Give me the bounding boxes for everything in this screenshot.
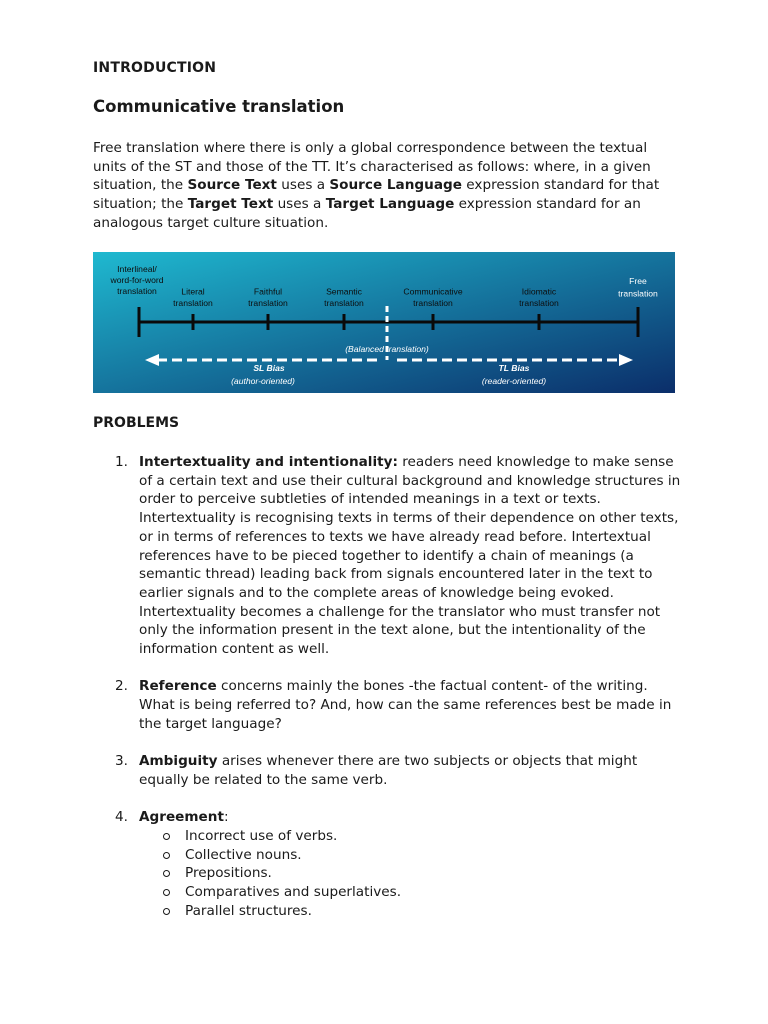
sublist-item-text: Collective nouns.: [185, 846, 302, 863]
hollow-bullet-icon: [163, 870, 170, 877]
label-interlineal-line3: translation: [117, 286, 157, 296]
label-semantic-line2: translation: [324, 298, 364, 308]
problem-text: concerns mainly the bones -the factual content- of the writing. What is being referred to? And, how can the same references best be made in the target language?: [139, 678, 672, 732]
problem-term: Ambiguity: [139, 753, 218, 770]
label-idiomatic-line1: Idiomatic: [521, 286, 557, 297]
problem-term: Agreement: [139, 809, 224, 826]
problems-list: [93, 453, 683, 939]
introduction-heading: INTRODUCTION: [93, 60, 217, 76]
label-communicative-line1: Communicative: [403, 286, 463, 297]
hollow-bullet-icon: [163, 833, 170, 840]
tl-bias-label: TL Bias: [498, 363, 530, 373]
sublist-item-text: Prepositions.: [185, 865, 272, 882]
intro-text-4: uses a: [273, 196, 326, 213]
sublist-item: [139, 864, 683, 883]
problem-term: Reference: [139, 678, 217, 695]
hollow-bullet-icon: [163, 889, 170, 896]
sublist-item-text: Parallel structures.: [185, 902, 312, 919]
sublist-item-text: Incorrect use of verbs.: [185, 828, 338, 845]
label-interlineal-line1: Interlineal/: [117, 264, 157, 274]
problem-number: 2.: [115, 678, 128, 695]
label-literal-line2: translation: [173, 298, 213, 308]
communicative-translation-heading: Communicative translation: [93, 97, 345, 116]
sl-bias-label: SL Bias: [253, 363, 285, 373]
intro-text-3: expression standard for that situation; the: [93, 177, 660, 213]
problem-number: 1.: [115, 454, 128, 470]
hollow-bullet-icon: [163, 908, 170, 915]
label-free-line2: translation: [618, 288, 658, 299]
hollow-bullet-icon: [163, 852, 170, 859]
problem-text: :: [223, 809, 229, 826]
problem-text: arises whenever there are two subjects or objects that might equally be related to the same verb.: [139, 753, 638, 788]
label-semantic-line1: Semantic: [326, 286, 362, 297]
intro-text-2: uses a: [276, 177, 330, 194]
label-communicative-line2: translation: [413, 298, 453, 308]
agreement-sublist: [139, 827, 683, 921]
sublist-item-text: Comparatives and superlatives.: [185, 884, 402, 901]
translation-spectrum-diagram: [93, 252, 675, 393]
intro-bold-source-language: Source Language: [329, 177, 462, 194]
label-faithful-line1: Faithful: [253, 286, 283, 297]
intro-paragraph: [93, 139, 683, 233]
problem-item-3: [93, 752, 683, 789]
problem-number: 4.: [115, 809, 128, 826]
label-faithful-line2: translation: [248, 298, 288, 308]
problems-heading: PROBLEMS: [93, 415, 180, 431]
intro-bold-target-language: Target Language: [325, 196, 455, 213]
sublist-item: [139, 902, 683, 921]
label-literal-line1: Literal: [181, 286, 205, 297]
label-interlineal-line2: word-for-word: [110, 275, 164, 285]
intro-bold-target-text: Target Text: [187, 196, 274, 213]
sublist-item: [139, 827, 683, 846]
intro-text-5: expression standard for an analogous target culture situation.: [93, 196, 641, 231]
sublist-item: [139, 846, 683, 865]
author-oriented-label: (author-oriented): [231, 376, 295, 386]
problem-item-4: [93, 808, 683, 920]
problem-term: Intertextuality and intentionality:: [139, 454, 398, 470]
problem-number: 3.: [115, 753, 128, 770]
sublist-item: [139, 883, 683, 902]
balanced-translation-label: (Balanced translation): [345, 344, 429, 354]
label-free-line1: Free: [629, 276, 647, 286]
problem-item-1: [93, 453, 683, 659]
problem-text: readers need knowledge to make sense of a certain text and use their cultural background and knowledge structures in order to perceive subtleties of intended meanings in a text or texts. Intertextuality is recognising texts in terms of their dependence on other texts, or in terms of references to texts we have already read before. Intertextual references have to be pieced together to identify a chain of meanings (a semantic thread) leading back from signals encountered later in the text to earlier signals and to the complete areas of knowledge being evoked. Intertextuality becomes a challenge for the translator who must transfer not only the information present in the text alone, but the intentionality of the information content as well.: [139, 454, 681, 658]
label-idiomatic-line2: translation: [519, 298, 559, 308]
problem-item-2: [93, 677, 683, 733]
reader-oriented-label: (reader-oriented): [481, 376, 547, 386]
intro-bold-source-text: Source Text: [187, 177, 277, 194]
intro-text-1: Free translation where there is only a global correspondence between the textual units of the ST and those of the TT. It’s characterised as follows: where, in a given situation, the: [93, 140, 651, 194]
